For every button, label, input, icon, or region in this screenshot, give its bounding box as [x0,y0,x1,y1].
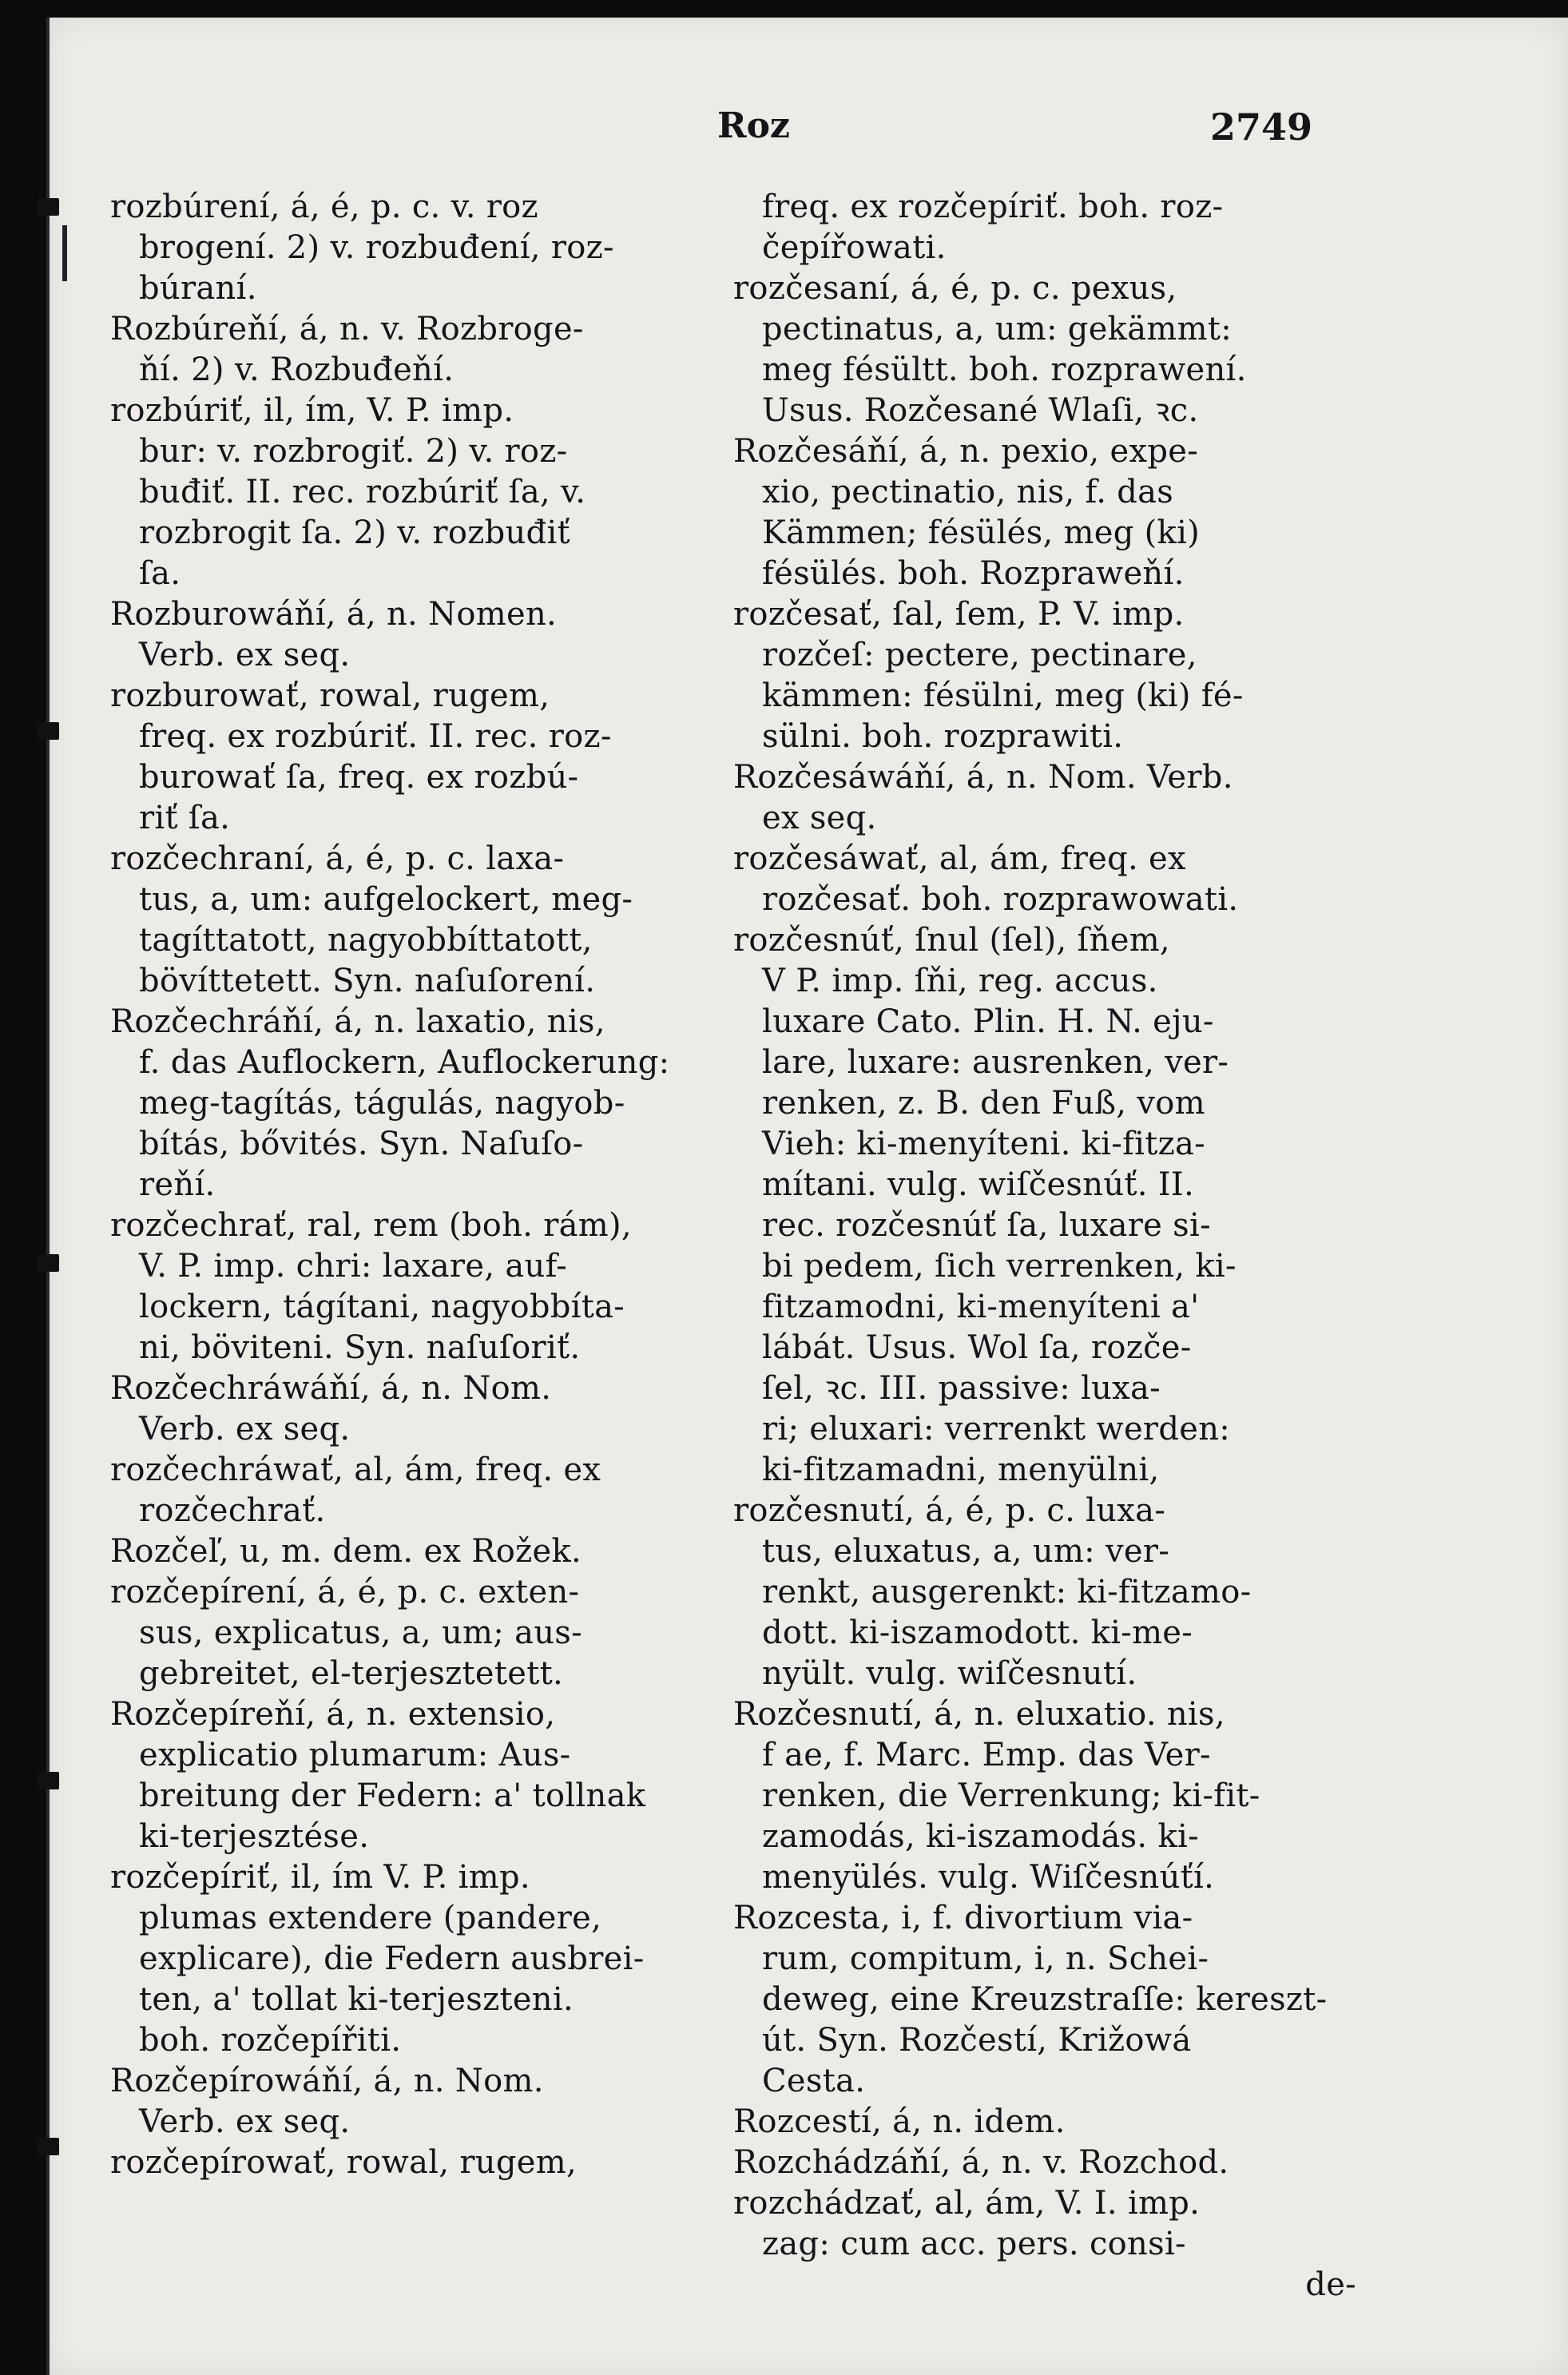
dictionary-line: explicatio plumarum: Aus- [139,1737,571,1773]
right-column [733,187,1372,2305]
dictionary-line: fésülés. boh. Rozpraweňí. [762,555,1185,592]
dictionary-line: ri; eluxari: verrenkt werden: [762,1411,1231,1448]
dictionary-line: Verb. ex seq. [139,1411,351,1448]
catchword: de- [1305,2266,1356,2303]
dictionary-line: Verb. ex seq. [139,637,351,673]
binding-tick [37,198,59,216]
dictionary-line: rozčepírení, á, é, p. c. exten- [110,1574,580,1610]
binding-tick [37,2138,59,2155]
dictionary-line: rozčeſ: pectere, pectinare, [762,637,1197,673]
dictionary-line: rozčepíriť, il, ím V. P. imp. [110,1859,530,1896]
dictionary-line: Rozčesáňí, á, n. pexio, expe- [733,433,1199,470]
dictionary-line: f ae, f. Marc. Emp. das Ver- [762,1737,1211,1773]
dictionary-line: ex seq. [762,800,877,836]
dictionary-line: freq. ex rozčepíriť. boh. roz- [762,189,1224,225]
dictionary-line: Verb. ex seq. [139,2103,351,2140]
dictionary-line: meg-tagítás, tágulás, nagyob- [139,1085,625,1122]
dictionary-line: rec. rozčesnúť ſa, luxare si- [762,1207,1211,1244]
dictionary-line: rozčechraní, á, é, p. c. laxa- [110,840,565,877]
dictionary-line: rozčepírowať, rowal, rugem, [110,2144,577,2181]
dictionary-line: lockern, tágítani, nagyobbíta- [139,1289,625,1325]
running-head: Roz [717,105,790,146]
dictionary-line: ki-fitzamadni, menyülni, [762,1452,1160,1488]
left-column [110,187,765,2183]
dictionary-line: rozčesnutí, á, é, p. c. luxa- [733,1492,1166,1529]
dictionary-line: ten, a' tollat ki-terjeszteni. [139,1981,574,2018]
dictionary-line: bur: v. rozbrogiť. 2) v. roz- [139,433,568,470]
dictionary-line: mítani. vulg. wiſčesnúť. II. [762,1166,1194,1203]
dictionary-line: rozchádzať, al, ám, V. I. imp. [733,2185,1201,2222]
dictionary-line: Rozchádzáňí, á, n. v. Rozchod. [733,2144,1229,2181]
dictionary-line: dott. ki-iszamodott. ki-me- [762,1614,1193,1651]
dictionary-line: breitung der Federn: a' tollnak [139,1777,646,1814]
binding-tick [37,722,59,740]
dictionary-line: Rozburowáňí, á, n. Nomen. [110,596,558,633]
dictionary-line: Rozčechráňí, á, n. laxatio, nis, [110,1003,605,1040]
dictionary-line: tagíttatott, nagyobbíttatott, [139,922,593,959]
dictionary-line: freq. ex rozbúriť. II. rec. roz- [139,718,612,755]
dictionary-line: rozburowať, rowal, rugem, [110,677,550,714]
dictionary-line: čepířowati. [762,229,947,266]
dictionary-line: rozčesnúť, ſnul (ſel), ſňem, [733,922,1170,959]
dictionary-line: deweg, eine Kreuzstraſſe: kereszt- [762,1981,1328,2018]
dictionary-line: reňí. [139,1166,216,1203]
dictionary-line: burowať ſa, freq. ex rozbú- [139,759,579,796]
dictionary-line: rozbúrení, á, é, p. c. v. roz [110,189,538,225]
dictionary-line: xio, pectinatio, nis, f. das [762,474,1174,510]
dictionary-line: renken, z. B. den Fuß, vom [762,1085,1205,1122]
dictionary-line: sus, explicatus, a, um; aus- [139,1614,582,1651]
dictionary-line: bövíttetett. Syn. naſuſorení. [139,963,596,999]
dictionary-line: V P. imp. ſňi, reg. accus. [762,963,1158,999]
dictionary-line: kämmen: fésülni, meg (ki) fé- [762,677,1244,714]
dictionary-line: renken, die Verrenkung; ki-fit- [762,1777,1260,1814]
dictionary-line: ki-terjesztése. [139,1818,370,1855]
dictionary-line: út. Syn. Rozčestí, Križowá [762,2022,1192,2059]
dictionary-line: Rozčesáwáňí, á, n. Nom. Verb. [733,759,1233,796]
dictionary-line: riť ſa. [139,800,231,836]
dictionary-line: explicare), die Federn ausbrei- [139,1940,645,1977]
dictionary-line: rozčesať, ſal, ſem, P. V. imp. [733,596,1185,633]
dictionary-line: rozčechrať. [139,1492,326,1529]
scanned-page [46,18,1568,2375]
dictionary-line: rozčechráwať, al, ám, freq. ex [110,1452,601,1488]
dictionary-line: fitzamodni, ki-menyíteni a' [762,1289,1200,1325]
dictionary-line: Rozbúreňí, á, n. v. Rozbroge- [110,311,584,348]
dictionary-line: zag: cum acc. pers. consi- [762,2226,1186,2262]
dictionary-line: bítás, bővités. Syn. Naſuſo- [139,1126,584,1162]
dictionary-line: Rozcesta, i, f. divortium via- [733,1900,1193,1936]
dictionary-line: renkt, ausgerenkt: ki-fitzamo- [762,1574,1252,1610]
page-number: 2749 [1209,105,1312,149]
binding-tick [37,1254,59,1272]
dictionary-line: f. das Auflockern, Auflockerung: [139,1044,670,1081]
dictionary-line: ſel, ꝛc. III. passive: luxa- [762,1370,1161,1407]
dictionary-line: tus, eluxatus, a, um: ver- [762,1533,1170,1570]
dictionary-line: gebreitet, el-terjesztetett. [139,1655,563,1692]
dictionary-line: lare, luxare: ausrenken, ver- [762,1044,1229,1081]
dictionary-line: rozčesáwať, al, ám, freq. ex [733,840,1186,877]
dictionary-line: luxare Cato. Plin. H. N. eju- [762,1003,1214,1040]
binding-mark [62,225,67,281]
dictionary-line: nyült. vulg. wiſčesnutí. [762,1655,1137,1692]
page-edge-line [46,18,50,2375]
dictionary-line: tus, a, um: aufgelockert, meg- [139,881,633,918]
dictionary-line: brogení. 2) v. rozbuđení, roz- [139,229,614,266]
dictionary-line: Rozcestí, á, n. idem. [733,2103,1066,2140]
dictionary-line: Usus. Rozčesané Wlaſi, ꝛc. [762,392,1199,429]
dictionary-line: rozbrogit ſa. 2) v. rozbuđiť [139,514,570,551]
dictionary-line: búraní. [139,270,257,307]
dictionary-line: Kämmen; fésülés, meg (ki) [762,514,1201,551]
dictionary-line: bi pedem, ſich verrenken, ki- [762,1248,1237,1285]
dictionary-line: Rozčepírowáňí, á, n. Nom. [110,2063,544,2099]
dictionary-line: sülni. boh. rozprawiti. [762,718,1124,755]
dictionary-line: menyülés. vulg. Wiſčesnúťí. [762,1859,1215,1896]
dictionary-line: buđiť. II. rec. rozbúriť ſa, v. [139,474,586,510]
dictionary-line: Rozčesnutí, á, n. eluxatio. nis, [733,1696,1225,1733]
binding-tick [37,1772,59,1789]
dictionary-line: Vieh: ki-menyíteni. ki-fitza- [762,1126,1205,1162]
dictionary-line: plumas extendere (pandere, [139,1900,602,1936]
dictionary-line: ſa. [139,555,181,592]
dictionary-line: zamodás, ki-iszamodás. ki- [762,1818,1199,1855]
dictionary-line: V. P. imp. chri: laxare, auf- [139,1248,568,1285]
dictionary-line: meg fésültt. boh. rozprawení. [762,351,1247,388]
dictionary-line: Rozčepíreňí, á, n. extensio, [110,1696,556,1733]
dictionary-line: Rozčeľ, u, m. dem. ex Rožek. [110,1533,582,1570]
dictionary-line: pectinatus, a, um: gekämmt: [762,311,1232,348]
dictionary-line: rum, compitum, i, n. Schei- [762,1940,1209,1977]
dictionary-line: rozčechrať, ral, rem (boh. rám), [110,1207,632,1244]
dictionary-line: ňí. 2) v. Rozbuđeňí. [139,351,455,388]
dictionary-line: ni, böviteni. Syn. naſuſoriť. [139,1329,581,1366]
dictionary-line: rozčesať. boh. rozprawowati. [762,881,1239,918]
dictionary-line: boh. rozčepířiti. [139,2022,402,2059]
dictionary-line: Cesta. [762,2063,866,2099]
dictionary-line: lábát. Usus. Wol ſa, rozče- [762,1329,1192,1366]
dictionary-line: rozbúriť, il, ím, V. P. imp. [110,392,514,429]
dictionary-line: rozčesaní, á, é, p. c. pexus, [733,270,1177,307]
dictionary-line: Rozčechráwáňí, á, n. Nom. [110,1370,552,1407]
